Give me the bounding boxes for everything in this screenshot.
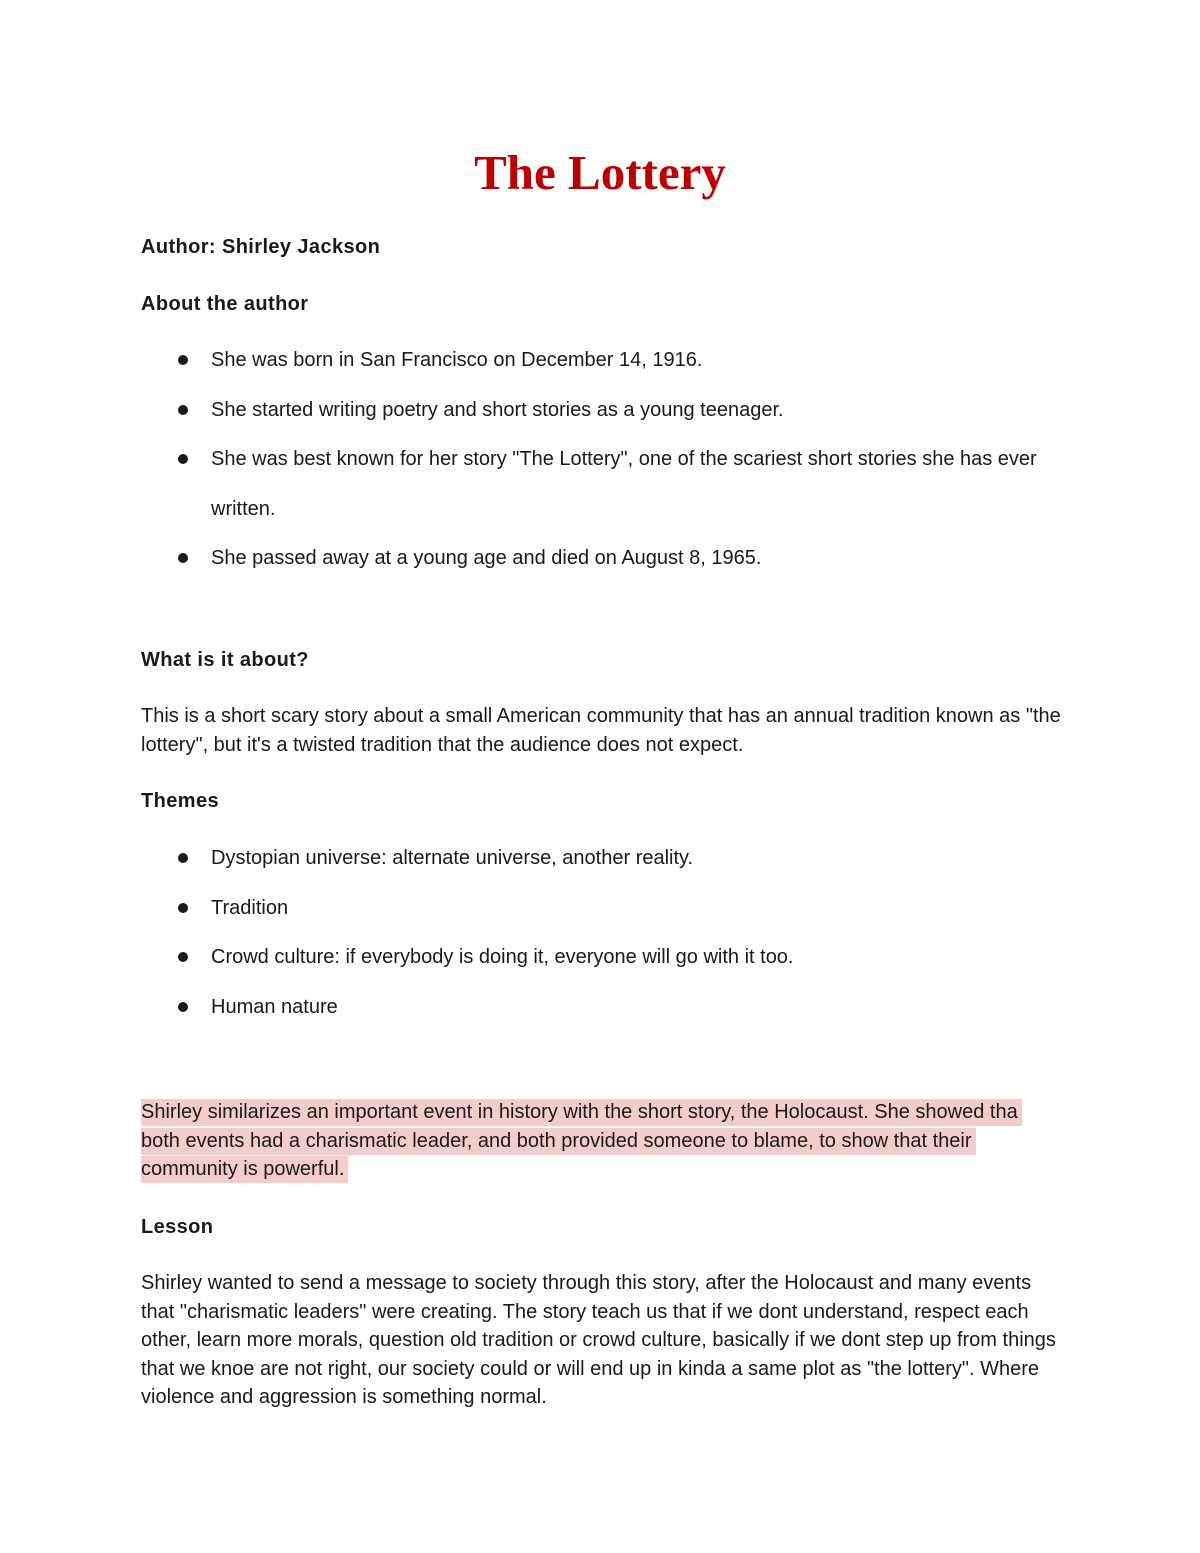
- about-author-list: [0, 336, 1200, 584]
- list-item: [0, 983, 1200, 1033]
- about-author-heading: About the author: [141, 293, 309, 315]
- what-is-it-about-heading: What is it about?: [141, 649, 309, 671]
- bullet-icon: [178, 405, 188, 415]
- bullet-icon: [178, 903, 188, 913]
- highlighted-paragraph: [141, 1098, 1061, 1184]
- bullet-icon: [178, 952, 188, 962]
- list-item-text: She started writing poetry and short stories as a young teenager.: [211, 398, 784, 421]
- list-item-text: Tradition: [211, 896, 289, 919]
- list-item: [0, 336, 1200, 386]
- author-heading: Author: Shirley Jackson: [141, 236, 381, 258]
- list-item: [0, 386, 1200, 436]
- bullet-icon: [178, 355, 188, 365]
- list-item: [0, 834, 1200, 884]
- lesson-heading: Lesson: [141, 1216, 214, 1238]
- list-item: [0, 435, 1200, 534]
- list-item-text: She was best known for her story "The Lottery", one of the scariest short stories she has ever written.: [211, 448, 1037, 520]
- list-item-text: Crowd culture: if everybody is doing it, everyone will go with it too.: [211, 946, 794, 969]
- bullet-icon: [178, 853, 188, 863]
- themes-list: [0, 834, 1200, 1032]
- list-item: [0, 884, 1200, 934]
- highlighted-text: Shirley similarizes an important event in history with the short story, the Holocaust. She showed tha both events had a charismatic leader, and both provided someone to blame, to show that their community is powerful.: [141, 1099, 1022, 1183]
- lesson-paragraph: Shirley wanted to send a message to society through this story, after the Holocaust and many events that "charismatic leaders" were creating. The story teach us that if we dont understand, respect each other, learn more morals, question old tradition or crowd culture, basically if we dont step up from things that we knoe are not right, our society could or will end up in kinda a same plot as "the lottery". Where violence and aggression is something normal.: [141, 1272, 1056, 1408]
- list-item-text: She passed away at a young age and died on August 8, 1965.: [211, 547, 762, 570]
- list-item: [0, 534, 1200, 584]
- bullet-icon: [178, 553, 188, 563]
- list-item-text: She was born in San Francisco on December 14, 1916.: [211, 349, 703, 371]
- bullet-icon: [178, 1002, 188, 1012]
- summary-paragraph: This is a short scary story about a small American community that has an annual tradition known as "the lottery", but it's a twisted tradition that the audience does not expect.: [141, 705, 1061, 756]
- themes-heading: Themes: [141, 790, 219, 812]
- bullet-icon: [178, 454, 188, 464]
- list-item: [0, 933, 1200, 983]
- list-item-text: Dystopian universe: alternate universe, another reality.: [211, 847, 694, 869]
- list-item-text: Human nature: [211, 995, 338, 1018]
- document-title: The Lottery: [474, 145, 726, 200]
